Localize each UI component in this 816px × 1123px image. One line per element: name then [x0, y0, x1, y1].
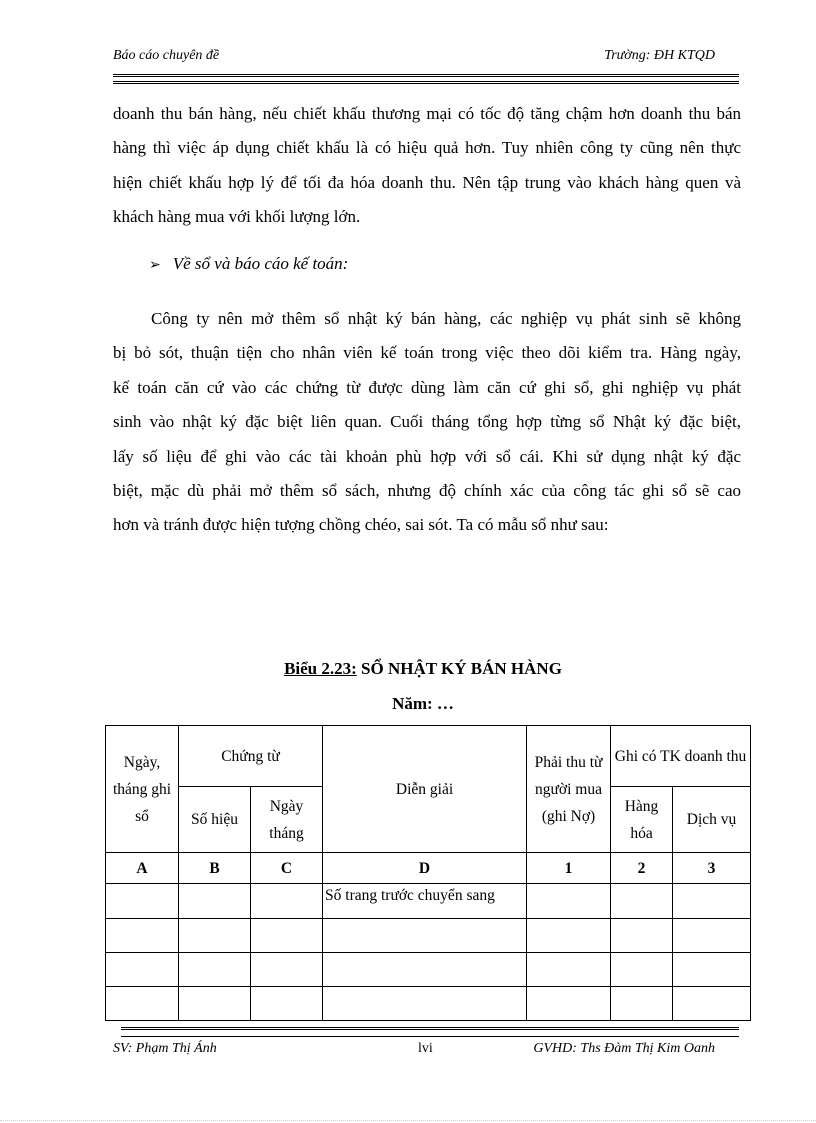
- text-line: biệt, mặc dù phải mở thêm sổ sách, nhưng độ chính xác của công tác ghi sổ sẽ cao: [113, 481, 741, 501]
- table-cell: [527, 884, 611, 919]
- carried-forward-cell: Số trang trước chuyển sang: [323, 884, 527, 919]
- table-cell: [673, 987, 751, 1021]
- footer-student: SV: Phạm Thị Ánh: [113, 1041, 217, 1056]
- text-line: sinh vào nhật ký đặc biệt liên quan. Cuối tháng tổng hợp từng sổ Nhật ký đặc biệt,: [113, 412, 741, 432]
- header-services: Dịch vụ: [673, 787, 751, 853]
- column-code: 3: [673, 853, 751, 884]
- table-year: Năm: …: [392, 694, 454, 713]
- page-edge: [0, 1120, 816, 1121]
- table-title-label: Biểu 2.23:: [284, 659, 357, 678]
- column-code: B: [179, 853, 251, 884]
- section-heading: Về sổ và báo cáo kế toán:: [172, 254, 349, 273]
- table-cell: [179, 919, 251, 953]
- text-line: hiện chiết khấu hợp lý để tối đa hóa doanh thu. Nên tập trung vào khách hàng quen và: [113, 172, 741, 192]
- text-line: hàng thì việc áp dụng chiết khấu là có hiệu quả hơn. Tuy nhiên công ty cũng nên thực: [113, 138, 741, 158]
- table-cell: [251, 884, 323, 919]
- table-title: [0, 657, 816, 681]
- table-cell: [251, 919, 323, 953]
- table-cell: [673, 953, 751, 987]
- table-cell: [179, 987, 251, 1021]
- text-line: lấy số liệu để ghi vào các tài khoản phù hợp với sổ cái. Khi sử dụng nhật ký đặc: [113, 446, 741, 466]
- header-date: Ngày, tháng ghi sổ: [106, 726, 179, 853]
- column-code: A: [106, 853, 179, 884]
- header-rule: [113, 74, 739, 84]
- table-cell: [106, 953, 179, 987]
- column-code: D: [323, 853, 527, 884]
- table-cell: [611, 953, 673, 987]
- header-voucher-no: Số hiệu: [179, 787, 251, 853]
- header-school: Trường: ĐH KTQD: [604, 48, 715, 63]
- column-code: C: [251, 853, 323, 884]
- table-cell: [323, 919, 527, 953]
- text-line: hơn và tránh được hiện tượng chồng chéo, sai sót. Ta có mẫu sổ như sau:: [113, 515, 609, 535]
- table-cell: [673, 919, 751, 953]
- table-row: [106, 953, 751, 987]
- table-cell: [527, 987, 611, 1021]
- page-number: lvi: [418, 1041, 433, 1056]
- arrow-bullet-icon: ➢: [149, 258, 161, 273]
- table-cell: [527, 953, 611, 987]
- footer-rule: [121, 1027, 739, 1037]
- table-cell: [106, 919, 179, 953]
- paragraph-discount: [113, 97, 741, 235]
- footer-supervisor: GVHD: Ths Đàm Thị Kim Oanh: [533, 1041, 715, 1056]
- header-credit-revenue: Ghi có TK doanh thu: [611, 726, 751, 787]
- header-goods: Hàng hóa: [611, 787, 673, 853]
- column-code: 1: [527, 853, 611, 884]
- table-cell: [527, 919, 611, 953]
- table-row: [106, 987, 751, 1021]
- table-cell: [673, 884, 751, 919]
- text-line: bị bỏ sót, thuận tiện cho nhân viên kế toán trong việc theo dõi kiểm tra. Hàng ngày,: [113, 343, 741, 363]
- table-row: [106, 884, 751, 919]
- table-cell: [611, 884, 673, 919]
- table-cell: [106, 987, 179, 1021]
- header-voucher-date: Ngày tháng: [251, 787, 323, 853]
- text-line: doanh thu bán hàng, nếu chiết khấu thương mại có tốc độ tăng chậm hơn doanh thu bán: [113, 104, 741, 123]
- text-line: kế toán căn cứ vào các chứng từ được dùng làm căn cứ ghi sổ, ghi nghiệp vụ phát: [113, 377, 741, 397]
- table-cell: [179, 884, 251, 919]
- text-line: Công ty nên mở thêm sổ nhật ký bán hàng, các nghiệp vụ phát sinh sẽ không: [151, 309, 741, 328]
- table-cell: [323, 953, 527, 987]
- header-report-title: Báo cáo chuyên đề: [113, 48, 220, 63]
- header-voucher: Chứng từ: [179, 726, 323, 787]
- table-cell: [251, 953, 323, 987]
- text-line: khách hàng mua với khối lượng lớn.: [113, 207, 361, 227]
- table-cell: [179, 953, 251, 987]
- sales-journal-table: [105, 725, 751, 1021]
- table-row: [106, 919, 751, 953]
- table-cell: [323, 987, 527, 1021]
- column-code-row: [106, 853, 751, 884]
- table-cell: [251, 987, 323, 1021]
- table-cell: [106, 884, 179, 919]
- table-cell: [611, 987, 673, 1021]
- header-receivable: Phải thu từ người mua (ghi Nợ): [527, 726, 611, 853]
- table-cell: [611, 919, 673, 953]
- column-code: 2: [611, 853, 673, 884]
- paragraph-ledger: [113, 302, 741, 543]
- table-title-text: SỔ NHẬT KÝ BÁN HÀNG: [356, 659, 562, 678]
- section-bullet: [149, 251, 348, 279]
- page-header: [113, 48, 739, 70]
- header-description: Diễn giải: [323, 726, 527, 853]
